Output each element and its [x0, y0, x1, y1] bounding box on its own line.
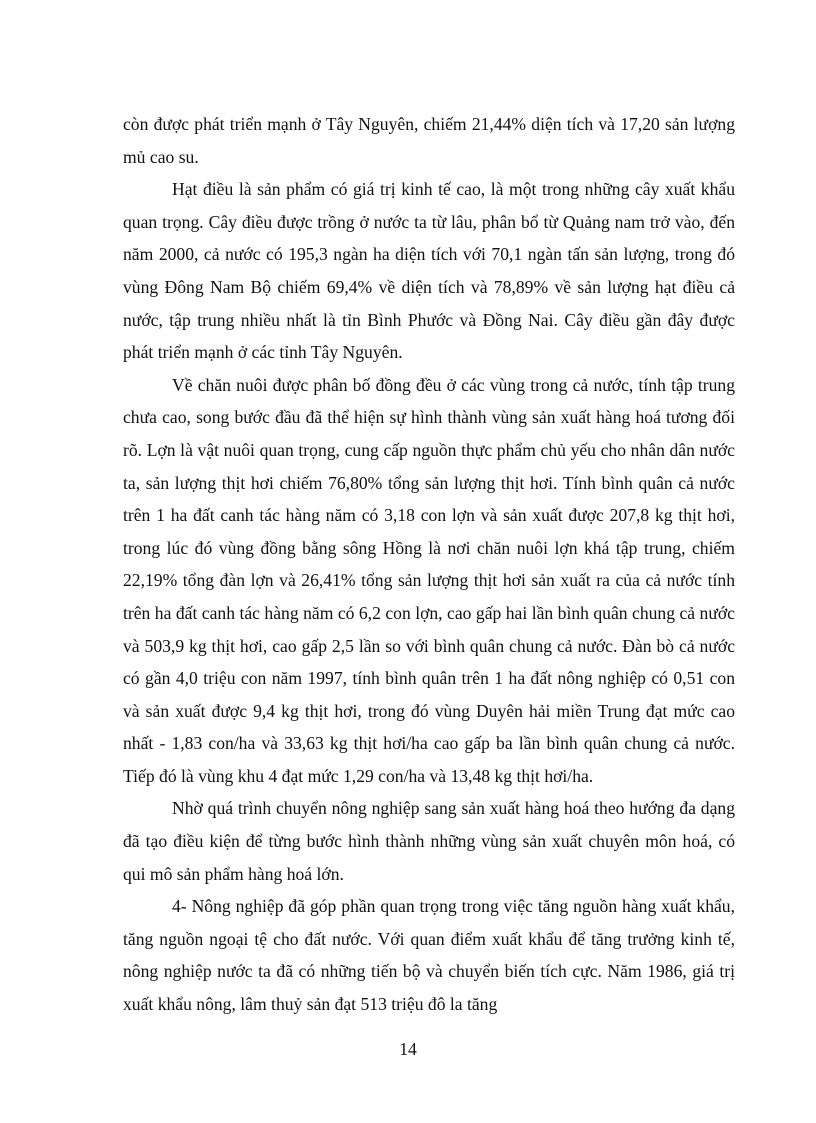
paragraph-rubber-continuation: còn được phát triển mạnh ở Tây Nguyên, chiếm 21,44% diện tích và 17,20 sản lượng mủ cao su.	[123, 114, 735, 167]
body-text	[123, 108, 735, 1021]
paragraph-cashew: Hạt điều là sản phẩm có giá trị kinh tế cao, là một trong những cây xuất khẩu quan trọng. Cây điều được trồng ở nước ta từ lâu, phân bổ từ Quảng nam trở vào, đến năm 2000, cả nước có 195,3 ngàn ha diện tích với 70,1 ngàn tấn sản lượng, trong đó vùng Đông Nam Bộ chiếm 69,4% về diện tích và 78,89% về sản lượng hạt điều cả nước, tập trung nhiều nhất là tỉn Bình Phước và Đồng Nai. Cây điều gần đây được phát triển mạnh ở các tỉnh Tây Nguyên.	[123, 179, 735, 363]
paragraph-export: 4- Nông nghiệp đã góp phần quan trọng trong việc tăng nguồn hàng xuất khẩu, tăng nguồn ngoại tệ cho đất nước. Với quan điểm xuất khẩu để tăng trưởng kinh tế, nông nghiệp nước ta đã có những tiến bộ và chuyển biến tích cực. Năm 1986, giá trị xuất khẩu nông, lâm thuỷ sản đạt 513 triệu đô la tăng	[123, 896, 735, 1015]
page-number: 14	[399, 1039, 417, 1059]
paragraph-livestock: Về chăn nuôi được phân bố đồng đều ở các vùng trong cả nước, tính tập trung chưa cao, song bước đầu đã thể hiện sự hình thành vùng sản xuất hàng hoá tương đối rõ. Lợn là vật nuôi quan trọng, cung cấp nguồn thực phẩm chủ yếu cho nhân dân nước ta, sản lượng thịt hơi chiếm 76,80% tổng sản lượng thịt hơi. Tính bình quân cả nước trên 1 ha đất canh tác hàng năm có 3,18 con lợn và sản xuất được 207,8 kg thịt hơi, trong lúc đó vùng đồng bằng sông Hồng là nơi chăn nuôi lợn khá tập trung, chiếm 22,19% tổng đàn lợn và 26,41% tổng sản lượng thịt hơi sản xuất ra của cả nước tính trên ha đất canh tác hàng năm có 6,2 con lợn, cao gấp hai lần bình quân chung cả nước và 503,9 kg thịt hơi, cao gấp 2,5 lần so với bình quân chung cả nước. Đàn bò cả nước có gần 4,0 triệu con năm 1997, tính bình quân trên 1 ha đất nông nghiệp có 0,51 con và sản xuất được 9,4 kg thịt hơi, trong đó vùng Duyên hải miền Trung đạt mức cao nhất - 1,83 con/ha và 33,63 kg thịt hơi/ha cao gấp ba lần bình quân chung cả nước. Tiếp đó là vùng khu 4 đạt mức 1,29 con/ha và 13,48 kg thịt hơi/ha.	[123, 374, 735, 786]
paragraph-commodity-regions: Nhờ quá trình chuyển nông nghiệp sang sản xuất hàng hoá theo hướng đa dạng đã tạo điều kiện để từng bước hình thành những vùng sản xuất chuyên môn hoá, có qui mô sản phẩm hàng hoá lớn.	[123, 798, 735, 884]
